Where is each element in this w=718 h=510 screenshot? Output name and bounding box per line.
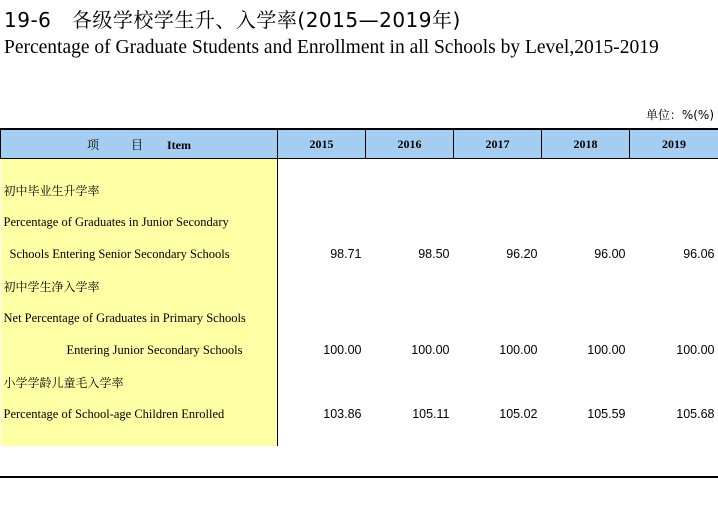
table-cell-value: 100.00 bbox=[499, 343, 538, 357]
header-year-2017: 2017 bbox=[454, 129, 542, 159]
table-cell-value: 96.00 bbox=[594, 247, 626, 261]
row-label-en: Percentage of School-age Children Enrolled bbox=[1, 398, 278, 430]
header-year-2015: 2015 bbox=[278, 129, 366, 159]
table-title-english: Percentage of Graduate Students and Enrollment in all Schools by Level,2015-2019 bbox=[4, 37, 659, 58]
table-cell-value: 105.59 bbox=[587, 407, 626, 421]
header-year-2016: 2016 bbox=[366, 129, 454, 159]
table-bottom-rule bbox=[0, 476, 718, 478]
header-row bbox=[1, 129, 718, 159]
header-item-en: Item bbox=[167, 137, 191, 152]
row-label-en: Schools Entering Senior Secondary Schools bbox=[1, 238, 278, 270]
row-label-en: Percentage of Graduates in Junior Secondary bbox=[1, 206, 278, 238]
table-row bbox=[1, 398, 718, 430]
table-cell-value: 100.00 bbox=[676, 343, 715, 357]
table-title-chinese: 19-6 各级学校学生升、入学率(2015—2019年) bbox=[4, 8, 461, 32]
table-cell-value: 100.00 bbox=[411, 343, 450, 357]
row-label-cn: 初中学生净入学率 bbox=[1, 270, 278, 302]
table-row bbox=[1, 270, 718, 302]
table-row bbox=[1, 174, 718, 206]
row-label-en: Net Percentage of Graduates in Primary Schools bbox=[1, 302, 278, 334]
row-label-cn: 小学学龄儿童毛入学率 bbox=[1, 366, 278, 398]
row-label-en: Entering Junior Secondary Schools bbox=[1, 334, 278, 366]
table-cell-value: 96.06 bbox=[683, 247, 715, 261]
spacer-row bbox=[1, 159, 718, 175]
table-cell-value: 105.11 bbox=[412, 407, 450, 421]
table-row bbox=[1, 334, 718, 366]
table-cell-value: 98.50 bbox=[418, 247, 450, 261]
header-item-cn: 项 目 bbox=[86, 137, 153, 152]
table-cell-value: 103.86 bbox=[323, 407, 362, 421]
table-row bbox=[1, 238, 718, 270]
table-row bbox=[1, 206, 718, 238]
table-cell-value: 100.00 bbox=[587, 343, 626, 357]
table-row bbox=[1, 302, 718, 334]
spacer-row bbox=[1, 430, 718, 446]
table-row bbox=[1, 366, 718, 398]
header-year-2018: 2018 bbox=[542, 129, 630, 159]
statistics-table bbox=[0, 128, 718, 446]
table-cell-value: 98.71 bbox=[330, 247, 362, 261]
header-year-2019: 2019 bbox=[630, 129, 718, 159]
table-cell-value: 105.02 bbox=[499, 407, 538, 421]
unit-label: 单位：%(%) bbox=[645, 108, 714, 122]
table-cell-value: 100.00 bbox=[323, 343, 362, 357]
table-cell-value: 105.68 bbox=[676, 407, 715, 421]
header-item bbox=[1, 129, 278, 159]
row-label-cn: 初中毕业生升学率 bbox=[1, 174, 278, 206]
table-cell-value: 96.20 bbox=[506, 247, 538, 261]
